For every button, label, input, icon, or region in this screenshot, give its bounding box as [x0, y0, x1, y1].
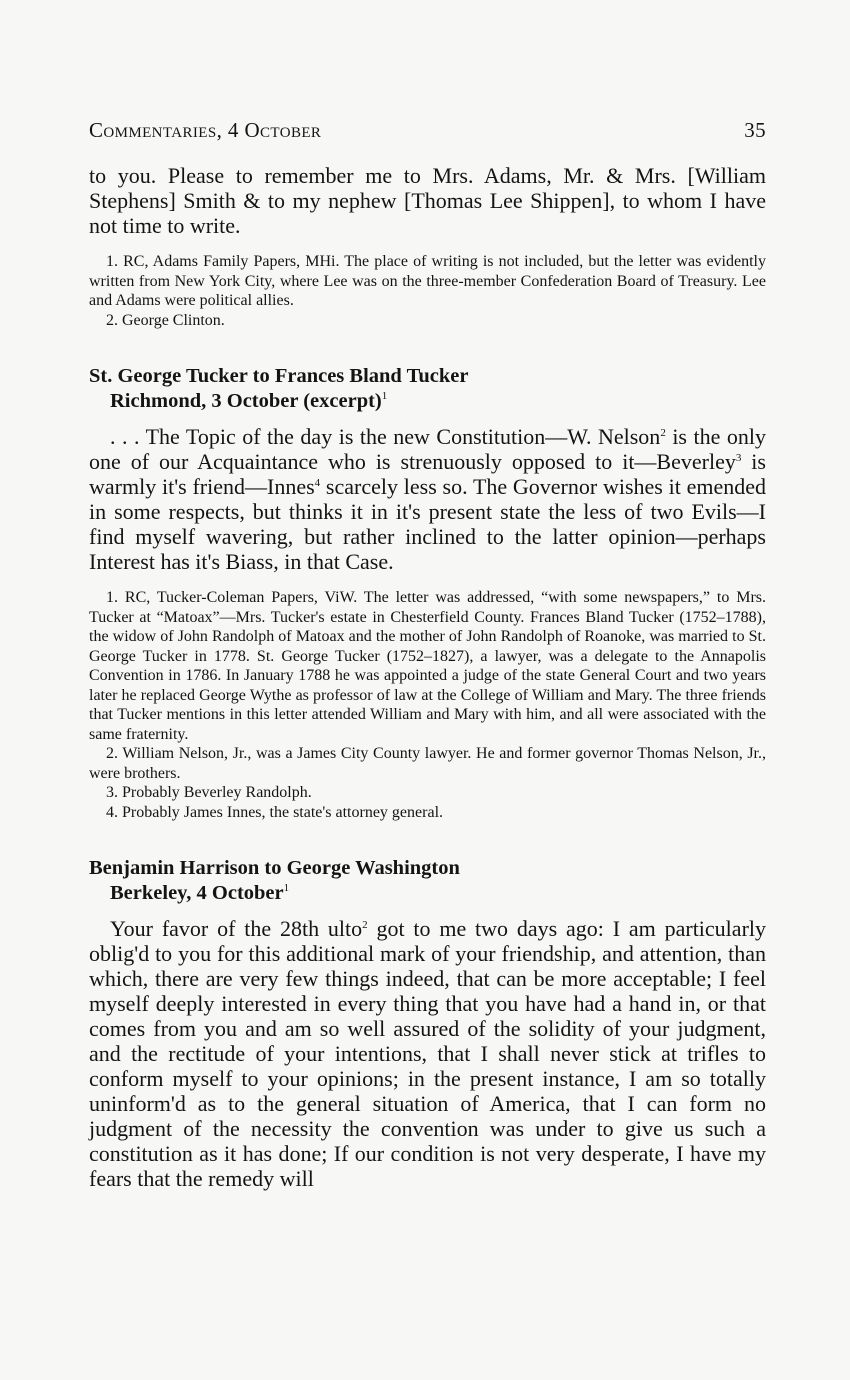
text-segment: Your favor of the 28th ulto: [110, 916, 363, 941]
page-number: 35: [744, 118, 766, 142]
heading-dateline: [89, 389, 766, 414]
footnote: 4. Probably James Innes, the state's attorney general.: [106, 803, 444, 821]
footnote: 2. William Nelson, Jr., was a James City County lawyer. He and former governor Thomas Nelson, Jr., were brothers.: [89, 745, 766, 782]
footnote: 1. RC, Adams Family Papers, MHi. The place of writing is not included, but the letter was evidently written from New York City, where Lee was on the three-member Confederation Board of Treasury. Lee and Adams were political allies.: [89, 253, 766, 309]
footnote-marker: 3: [735, 452, 742, 464]
harrison-letter-text: [89, 916, 766, 1191]
footnote-marker: 1: [381, 390, 388, 402]
tucker-letter: [89, 364, 766, 822]
text-segment: scarcely less so. The Governor wishes it emended in some respects, but thinks it in it's present state the less of two Evils—I find myself wavering, but rather inclined to the latter opinion—perhaps Interest has it's Biass, in that Case.: [89, 474, 767, 574]
footnote: 2. George Clinton.: [106, 311, 225, 329]
running-head: [89, 118, 766, 143]
tucker-letter-text: [89, 424, 766, 574]
dateline-text: Berkeley, 4 October: [110, 882, 284, 904]
footnote-marker: 2: [362, 919, 368, 931]
letter-continuation-text: to you. Please to remember me to Mrs. Adams, Mr. & Mrs. [William Stephens] Smith & to my nephew [Thomas Lee Shippen], to whom I have not time to write.: [89, 163, 766, 238]
heading-title: Benjamin Harrison to George Washington: [89, 857, 460, 879]
tucker-letter-heading: [89, 364, 766, 414]
text-segment: is warmly it's friend—Innes: [89, 449, 766, 499]
running-head-title: Commentaries, 4 October: [89, 118, 322, 142]
heading-title: St. George Tucker to Frances Bland Tucker: [89, 365, 469, 387]
harrison-letter: [89, 856, 766, 1191]
footnote-marker: 4: [314, 477, 321, 489]
book-page: [89, 118, 766, 1191]
dateline-text: Richmond, 3 October (excerpt): [110, 390, 382, 412]
harrison-letter-heading: [89, 856, 766, 906]
text-segment: got to me two days ago: I am particularly oblig'd to you for this additional mark of your friendship, and attention, than which, there are very few things indeed, that can be more acceptable; I feel myself deeply interested in every thing that you have had a hand in, or that comes from you and am so well assured of the solidity of your judgment, and the rectitude of your intentions, that I shall never stick at trifles to conform myself to your opinions; in the present instance, I am so totally uninform'd as to the general situation of America, that I can form no judgment of the necessity the convention was under to give us such a constitution as it has done; If our condition is not very desperate, I have my fears that the remedy will: [89, 916, 767, 1191]
text-segment: is the only one of our Acquaintance who is strenuously opposed to it—Beverley: [89, 424, 766, 474]
tucker-letter-notes: [89, 588, 766, 822]
text-segment: . . . The Topic of the day is the new Constitution—W. Nelson: [110, 424, 661, 449]
footnote-marker: 2: [660, 427, 666, 439]
lee-letter-notes: [89, 252, 766, 330]
heading-dateline: [89, 881, 766, 906]
footnote-marker: 1: [283, 882, 290, 894]
footnote: 1. RC, Tucker-Coleman Papers, ViW. The letter was addressed, “with some newspapers,” to Mrs. Tucker at “Matoax”—Mrs. Tucker's estate in Chesterfield County. Frances Bland Tucker (1752–1788), the widow of John Randolph of Matoax and the mother of John Randolph of Roanoke, was married to St. George Tucker in 1778. St. George Tucker (1752–1827), a lawyer, was a delegate to the Annapolis Convention in 1786. In January 1788 he was appointed a judge of the state General Court and two years later he replaced George Wythe as professor of law at the College of William and Mary. The three friends that Tucker mentions in this letter attended William and Mary with him, and all were associated with the same fraternity.: [89, 589, 766, 743]
lee-letter-continuation: [89, 163, 766, 330]
footnote: 3. Probably Beverley Randolph.: [106, 784, 312, 801]
